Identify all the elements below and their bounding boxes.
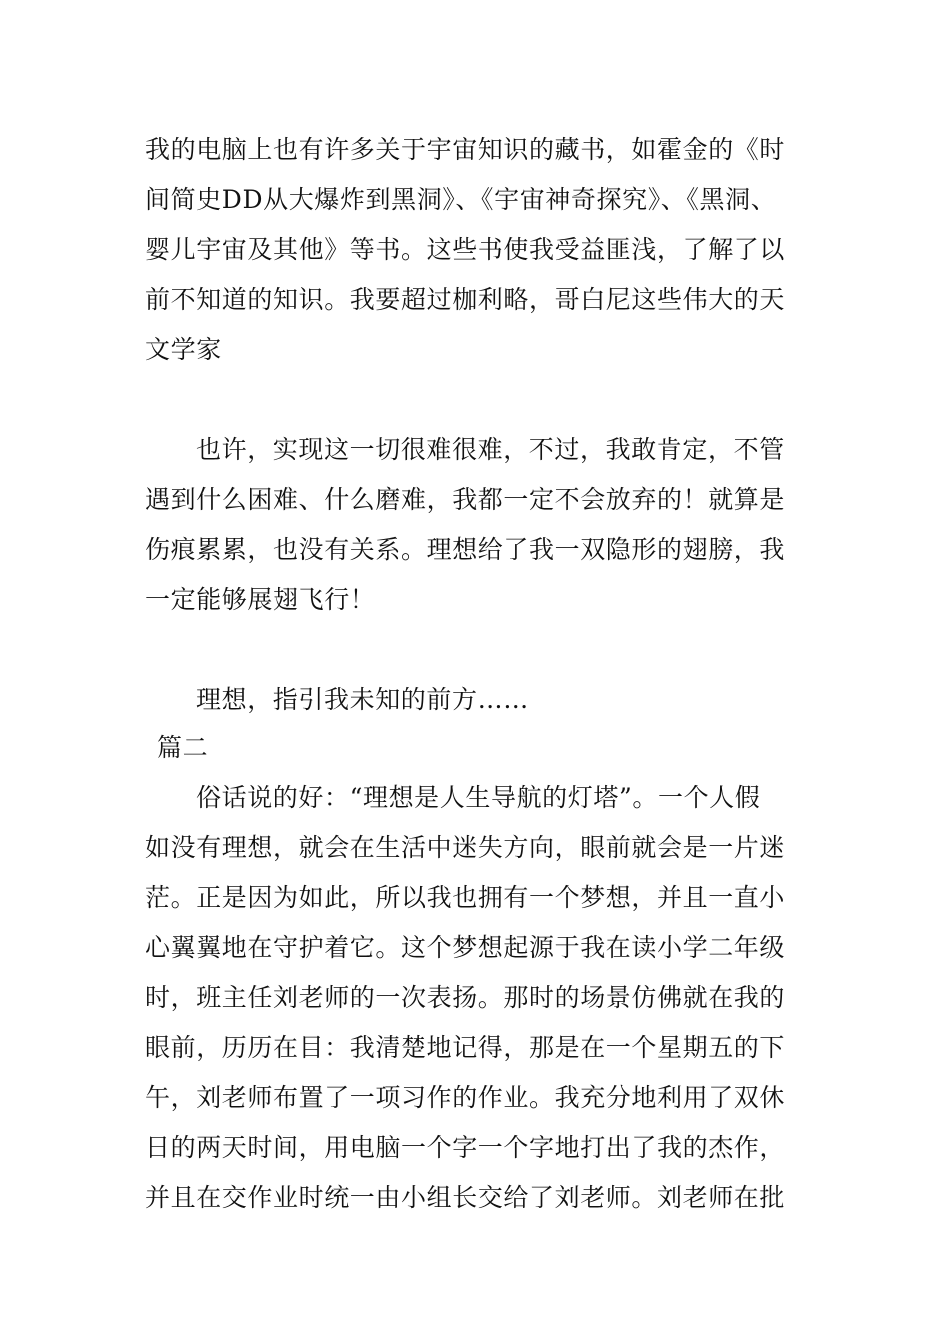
text-line: 婴儿宇宙及其他》等书。这些书使我受益匪浅，了解了以 <box>145 235 786 264</box>
text-line: 午，刘老师布置了一项习作的作业。我充分地利用了双休 <box>145 1083 786 1112</box>
text-line: 前不知道的知识。我要超过枷利略，哥白尼这些伟大的天 <box>145 285 786 314</box>
text-line: 日的两天时间，用电脑一个字一个字地打出了我的杰作， <box>145 1133 786 1162</box>
text-line: 心翼翼地在守护着它。这个梦想起源于我在读小学二年级 <box>145 933 786 962</box>
text-line: 我的电脑上也有许多关于宇宙知识的藏书，如霍金的《时 <box>145 135 786 164</box>
text-line: 文学家 <box>145 335 222 364</box>
text-line: 间简史DD从大爆炸到黑洞》、《宇宙神奇探究》、《黑洞、 <box>145 185 777 214</box>
text-line: 并且在交作业时统一由小组长交给了刘老师。刘老师在批 <box>145 1183 786 1212</box>
text-line: 眼前，历历在目：我清楚地记得，那是在一个星期五的下 <box>145 1033 786 1062</box>
text-line: 理想，指引我未知的前方…… <box>196 685 529 714</box>
text-line: 如没有理想，就会在生活中迷失方向，眼前就会是一片迷 <box>145 833 786 862</box>
text-line: 伤痕累累，也没有关系。理想给了我一双隐形的翅膀，我 <box>145 535 786 564</box>
text-line: 茫。正是因为如此，所以我也拥有一个梦想，并且一直小 <box>145 883 786 912</box>
text-line: 遇到什么困难、什么磨难，我都一定不会放弃的！就算是 <box>145 485 786 514</box>
text-line: 时，班主任刘老师的一次表扬。那时的场景仿佛就在我的 <box>145 983 786 1012</box>
section-heading: 篇二 <box>157 733 209 762</box>
text-line: 也许，实现这一切很难很难，不过，我敢肯定，不管 <box>196 435 785 464</box>
text-line: 一定能够展翅飞行！ <box>145 585 376 614</box>
text-line: 俗话说的好：“理想是人生导航的灯塔”。一个人假 <box>196 783 761 812</box>
